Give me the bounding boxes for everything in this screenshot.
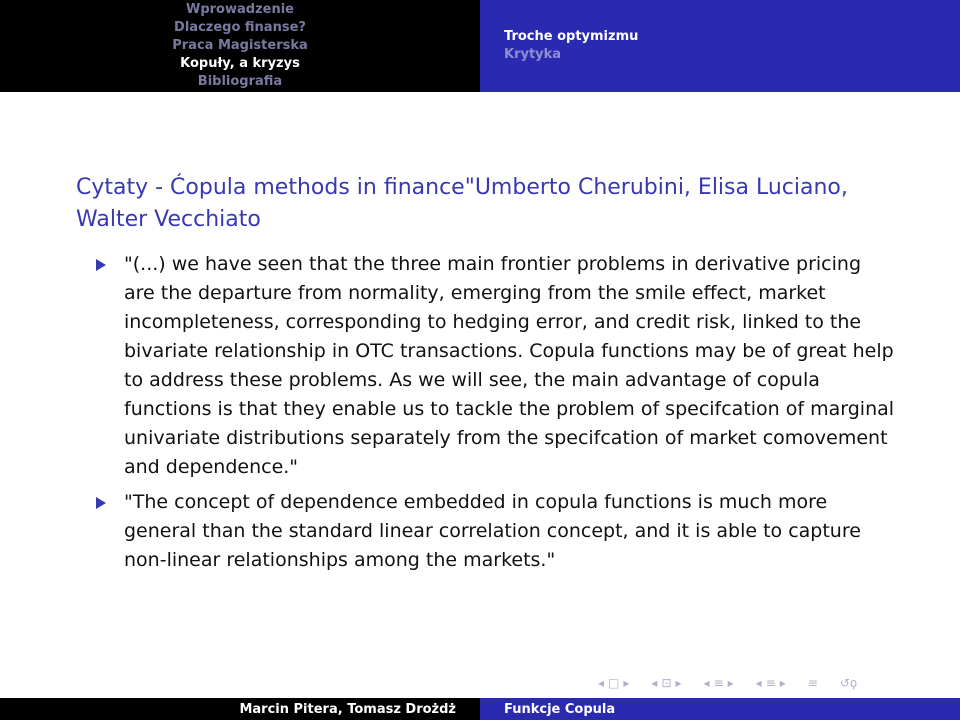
header-bar: [0, 0, 960, 92]
nav-prev-section-icon[interactable]: ◂: [703, 676, 710, 690]
nav-section-wprowadzenie[interactable]: Wprowadzenie: [186, 2, 294, 17]
subsection-navigation: [480, 0, 960, 92]
nav-frame-icon[interactable]: □: [608, 676, 620, 690]
nav-prev-subsection-icon[interactable]: ◂: [651, 676, 658, 690]
nav-next-subsection-icon[interactable]: ▸: [675, 676, 682, 690]
frame-title: Cytaty - Ćopula methods in finance"Umberto Cherubini, Elisa Luciano, Walter Vecchiato: [76, 175, 848, 232]
nav-appendix-icon[interactable]: ≡: [807, 676, 818, 690]
nav-next-frame-icon[interactable]: ▸: [623, 676, 630, 690]
beamer-navigation-symbols: [598, 676, 857, 690]
nav-part-icon[interactable]: ≡: [765, 676, 776, 690]
quote-item: [96, 488, 896, 575]
quote-list: [96, 250, 896, 581]
footer-talk-title: Funkcje Copula: [504, 701, 616, 717]
footer-authors-panel: [0, 698, 480, 720]
nav-search-back-forward-icon[interactable]: ↺ϙ: [839, 676, 858, 690]
nav-prev-frame-icon[interactable]: ◂: [598, 676, 605, 690]
nav-section-icon[interactable]: ≡: [713, 676, 724, 690]
section-navigation: [0, 0, 480, 92]
nav-next-section-icon[interactable]: ▸: [727, 676, 734, 690]
nav-section-dlaczego-finanse[interactable]: Dlaczego finanse?: [174, 20, 306, 35]
footer-bar: [0, 698, 960, 720]
quote-text: "(...) we have seen that the three main frontier problems in derivative pricing are the departure from normality, emerging from the smile effect, market incompleteness, corresponding to hedging error, and credit risk, linked to the bivariate relationship in OTC transactions. Copula functions may be of great help to address these problems. As we will see, the main advantage of copula functions is that they enable us to tackle the problem of specifcation of marginal univariate distributions separately from the specifcation of market comovement and dependence.": [124, 253, 895, 478]
nav-next-part-icon[interactable]: ▸: [779, 676, 786, 690]
nav-section-bibliografia[interactable]: Bibliografia: [197, 74, 283, 89]
nav-subsection-krytyka[interactable]: Krytyka: [504, 47, 562, 62]
footer-authors: Marcin Pitera, Tomasz Drożdż: [239, 701, 456, 717]
nav-prev-part-icon[interactable]: ◂: [755, 676, 762, 690]
nav-subsection-icon[interactable]: ⊡: [661, 676, 672, 690]
bullet-triangle-icon: [96, 497, 106, 509]
quote-item: [96, 250, 896, 482]
quote-text: "The concept of dependence embedded in copula functions is much more general than the standard linear correlation concept, and it is able to capture non-linear relationships among the markets.": [124, 491, 861, 571]
bullet-triangle-icon: [96, 259, 106, 271]
footer-title-panel: [480, 698, 960, 720]
nav-section-praca-magisterska[interactable]: Praca Magisterska: [172, 38, 308, 53]
nav-section-kopuly-a-kryzys[interactable]: Kopuły, a kryzys: [180, 56, 300, 71]
nav-subsection-troche-optymizmu[interactable]: Troche optymizmu: [504, 29, 639, 44]
